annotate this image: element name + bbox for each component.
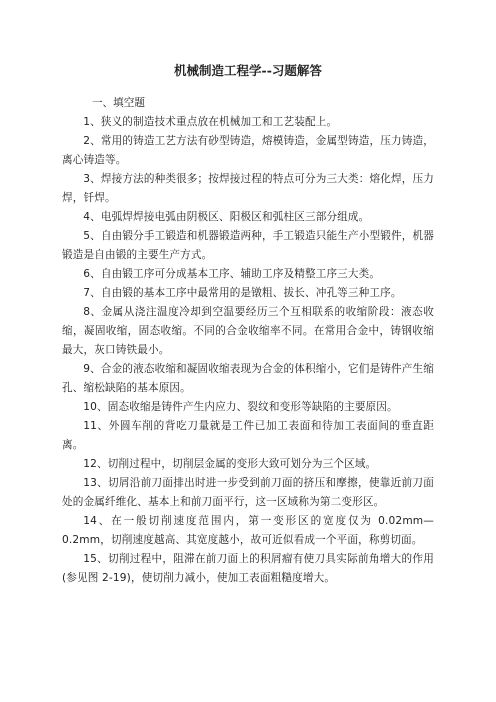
list-item: 12、切削过程中，切削层金属的变形大致可划分为三个区域。 <box>83 458 377 470</box>
list-item: 15、切削过程中，阻滞在前刀面上的积屑瘤有使刀具实际前角增大的作用(参见图 2-19)，使切削力减小，使加工表面粗糙度增大。 <box>62 553 434 584</box>
list-item: 9、合金的液态收缩和凝固收缩表现为合金的体积缩小，它们是铸件产生缩孔、缩松缺陷的基本原因。 <box>62 363 434 394</box>
document-body <box>62 94 434 588</box>
document-title: 机械制造工程学--习题解答 <box>174 63 322 78</box>
list-item: 6、自由锻工序可分成基本工序、辅助工序及精整工序三大类。 <box>83 268 381 280</box>
list-item: 14、在一般切削速度范围内，第一变形区的宽度仅为 0.02mm—0.2mm，切削速度越高、其宽度越小，故可近似看成一个平面，称剪切面。 <box>62 515 434 546</box>
list-item: 7、自由锻的基本工序中最常用的是镦粗、拔长、冲孔等三种工序。 <box>83 287 402 299</box>
list-item: 3、焊接方法的种类很多；按焊接过程的特点可分为三大类：熔化焊，压力焊，钎焊。 <box>62 173 434 204</box>
section-heading: 一、填空题 <box>92 97 145 109</box>
list-item: 13、切屑沿前刀面排出时进一步受到前刀面的挤压和摩擦，使靠近前刀面处的金属纤维化、基本上和前刀面平行，这一区域称为第二变形区。 <box>62 477 434 508</box>
list-item: 8、金属从浇注温度冷却到空温要经历三个互相联系的收缩阶段：液态收缩，凝固收缩，固态收缩。不同的合金收缩率不同。在常用合金中，铸钢收缩最大，灰口铸铁最小。 <box>62 306 434 356</box>
list-item: 1、狭义的制造技术重点放在机械加工和工艺装配上。 <box>83 116 338 128</box>
list-item: 10、固态收缩是铸件产生内应力、裂纹和变形等缺陷的主要原因。 <box>83 401 398 413</box>
list-item: 11、外圆车削的背吃刀量就是工件已加工表面和待加工表面间的垂直距离。 <box>62 420 434 451</box>
list-item: 5、自由锻分手工锻造和机器锻造两种，手工锻造只能生产小型锻件，机器锻造是自由锻的主要生产方式。 <box>62 230 434 261</box>
list-item: 2、常用的铸造工艺方法有砂型铸造，熔模铸造，金属型铸造，压力铸造，离心铸造等。 <box>62 135 434 166</box>
list-item: 4、电弧焊焊接电弧由阴极区、阳极区和弧柱区三部分组成。 <box>83 211 370 223</box>
